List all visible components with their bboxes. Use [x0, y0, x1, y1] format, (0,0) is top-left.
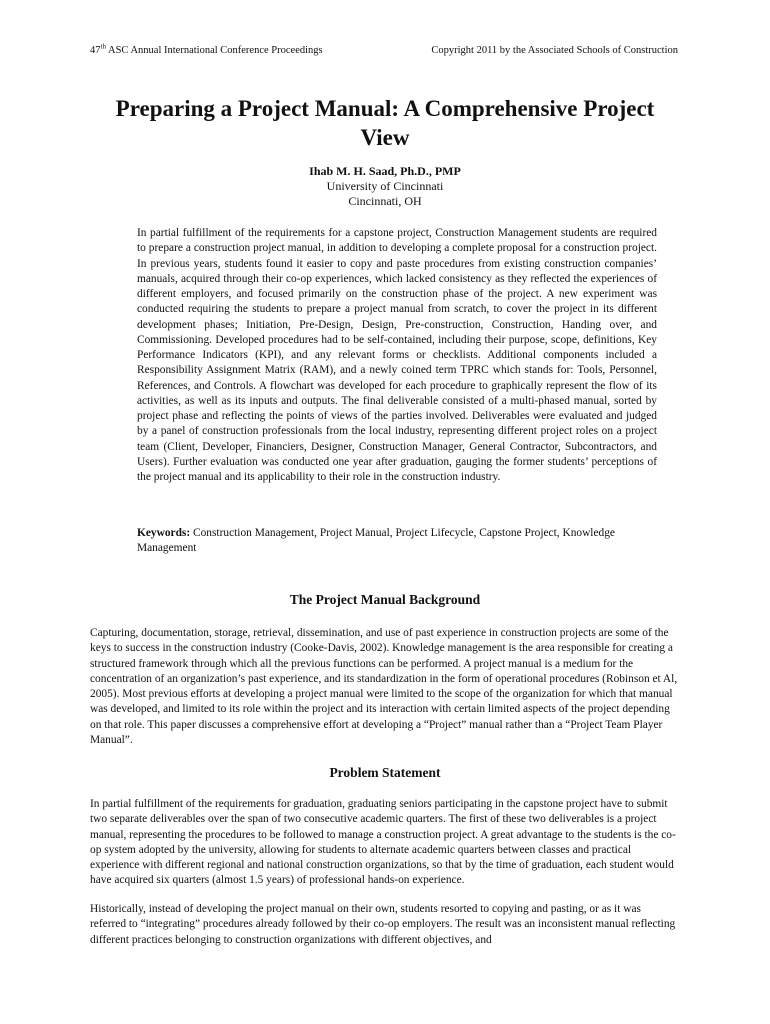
keywords-label: Keywords: [137, 527, 191, 539]
abstract: In partial fulfillment of the requirements for a capstone project, Construction Management students are required to prepare a construction project manual, in addition to developing a complete proposal for a construction project. In previous years, students found it easier to copy and paste procedures from existing construction companies’ manuals, acquired through their co-op experiences, which lacked consistency as they reflected the experiences of different employers, and focused primarily on the construction phase of the project. A new experiment was conducted requiring the students to prepare a project manual from scratch, to cover the project in its different development phases; Initiation, Pre-Design, Design, Pre-construction, Construction, Handing over, and Commissioning. Developed procedures had to be self-contained, including their purpose, scope, definitions, Key Performance Indicators (KPI), and any relevant forms or checklists. Additional components included a Responsibility Assignment Matrix (RAM), and a newly coined term TPRC which stands for: Tools, Personnel, References, and Controls. A flowchart was developed for each procedure to graphically represent the flow of its activities, as well as its inputs and outputs. The final deliverable consisted of a multi-phased manual, sorted by project phase and reflecting the points of views of the parties involved. Deliverables were evaluated and judged by a panel of construction professionals from the local industry, representing different project roles on a project team (Client, Developer, Financiers, Designer, Construction Manager, General Contractor, Subcontractors, and Users). Further evaluation was conducted one year after graduation, gauging the former students’ perceptions of the project manual and its applicability to their role in the construction industry. [137, 227, 657, 483]
section-heading-problem-statement: Problem Statement [329, 765, 441, 780]
author-name: Ihab M. H. Saad, Ph.D., PMP [309, 164, 461, 178]
background-paragraph: Capturing, documentation, storage, retrieval, dissemination, and use of past experience in construction projects are some of the keys to success in the construction industry (Cooke-Davis, 2002). Knowledge management is the area responsible for creating a structured framework through which all the previous functions can be performed. A project manual is a medium for the concentration of an organization’s past experience, and its standardization in the form of operational procedures (Robinson et Al, 2005). Most previous efforts at developing a project manual were limited to the scope of the organization for which that manual was developed, and limited to its role within the project and its interaction with certain limited aspects of the project depending on that role. This paper discusses a comprehensive effort at developing a “Project” manual rather than a “Project Team Player Manual”. [90, 627, 678, 746]
keywords-text: Construction Management, Project Manual, Project Lifecycle, Capstone Project, Knowledge Management [137, 527, 615, 555]
copyright-notice: Copyright 2011 by the Associated Schools of Construction [431, 45, 678, 56]
keywords [137, 526, 657, 557]
running-header [90, 44, 678, 58]
paper-title: Preparing a Project Manual: A Comprehensive Project View [115, 96, 655, 150]
author-location: Cincinnati, OH [348, 194, 422, 208]
author-block [0, 164, 770, 209]
author-affiliation: University of Cincinnati [326, 179, 444, 193]
conference-name: 47th ASC Annual International Conference Proceedings [90, 42, 323, 56]
problem-paragraph: In partial fulfillment of the requirements for graduation, graduating seniors participating in the capstone project have to submit two separate deliverables over the span of two consecutive academic quarters. The first of these two deliverables is a project manual, representing the procedures to be followed to manage a construction project. A great advantage to the students is the co-op system adopted by the university, allowing for students to alternate academic quarters between classes and practical experience with different regional and national construction organizations, so that by the time of graduation, each student would have acquired six quarters (almost 1.5 years) of professional hands-on experience. [90, 798, 676, 887]
section-heading-background: The Project Manual Background [289, 592, 481, 607]
problem-paragraph-history: Historically, instead of developing the project manual on their own, students resorted to copying and pasting, or as it was referred to “integrating” procedures already followed by their co-op employers. The result was an inconsistent manual reflecting different practices belonging to construction organizations with different objectives, and [90, 903, 676, 946]
